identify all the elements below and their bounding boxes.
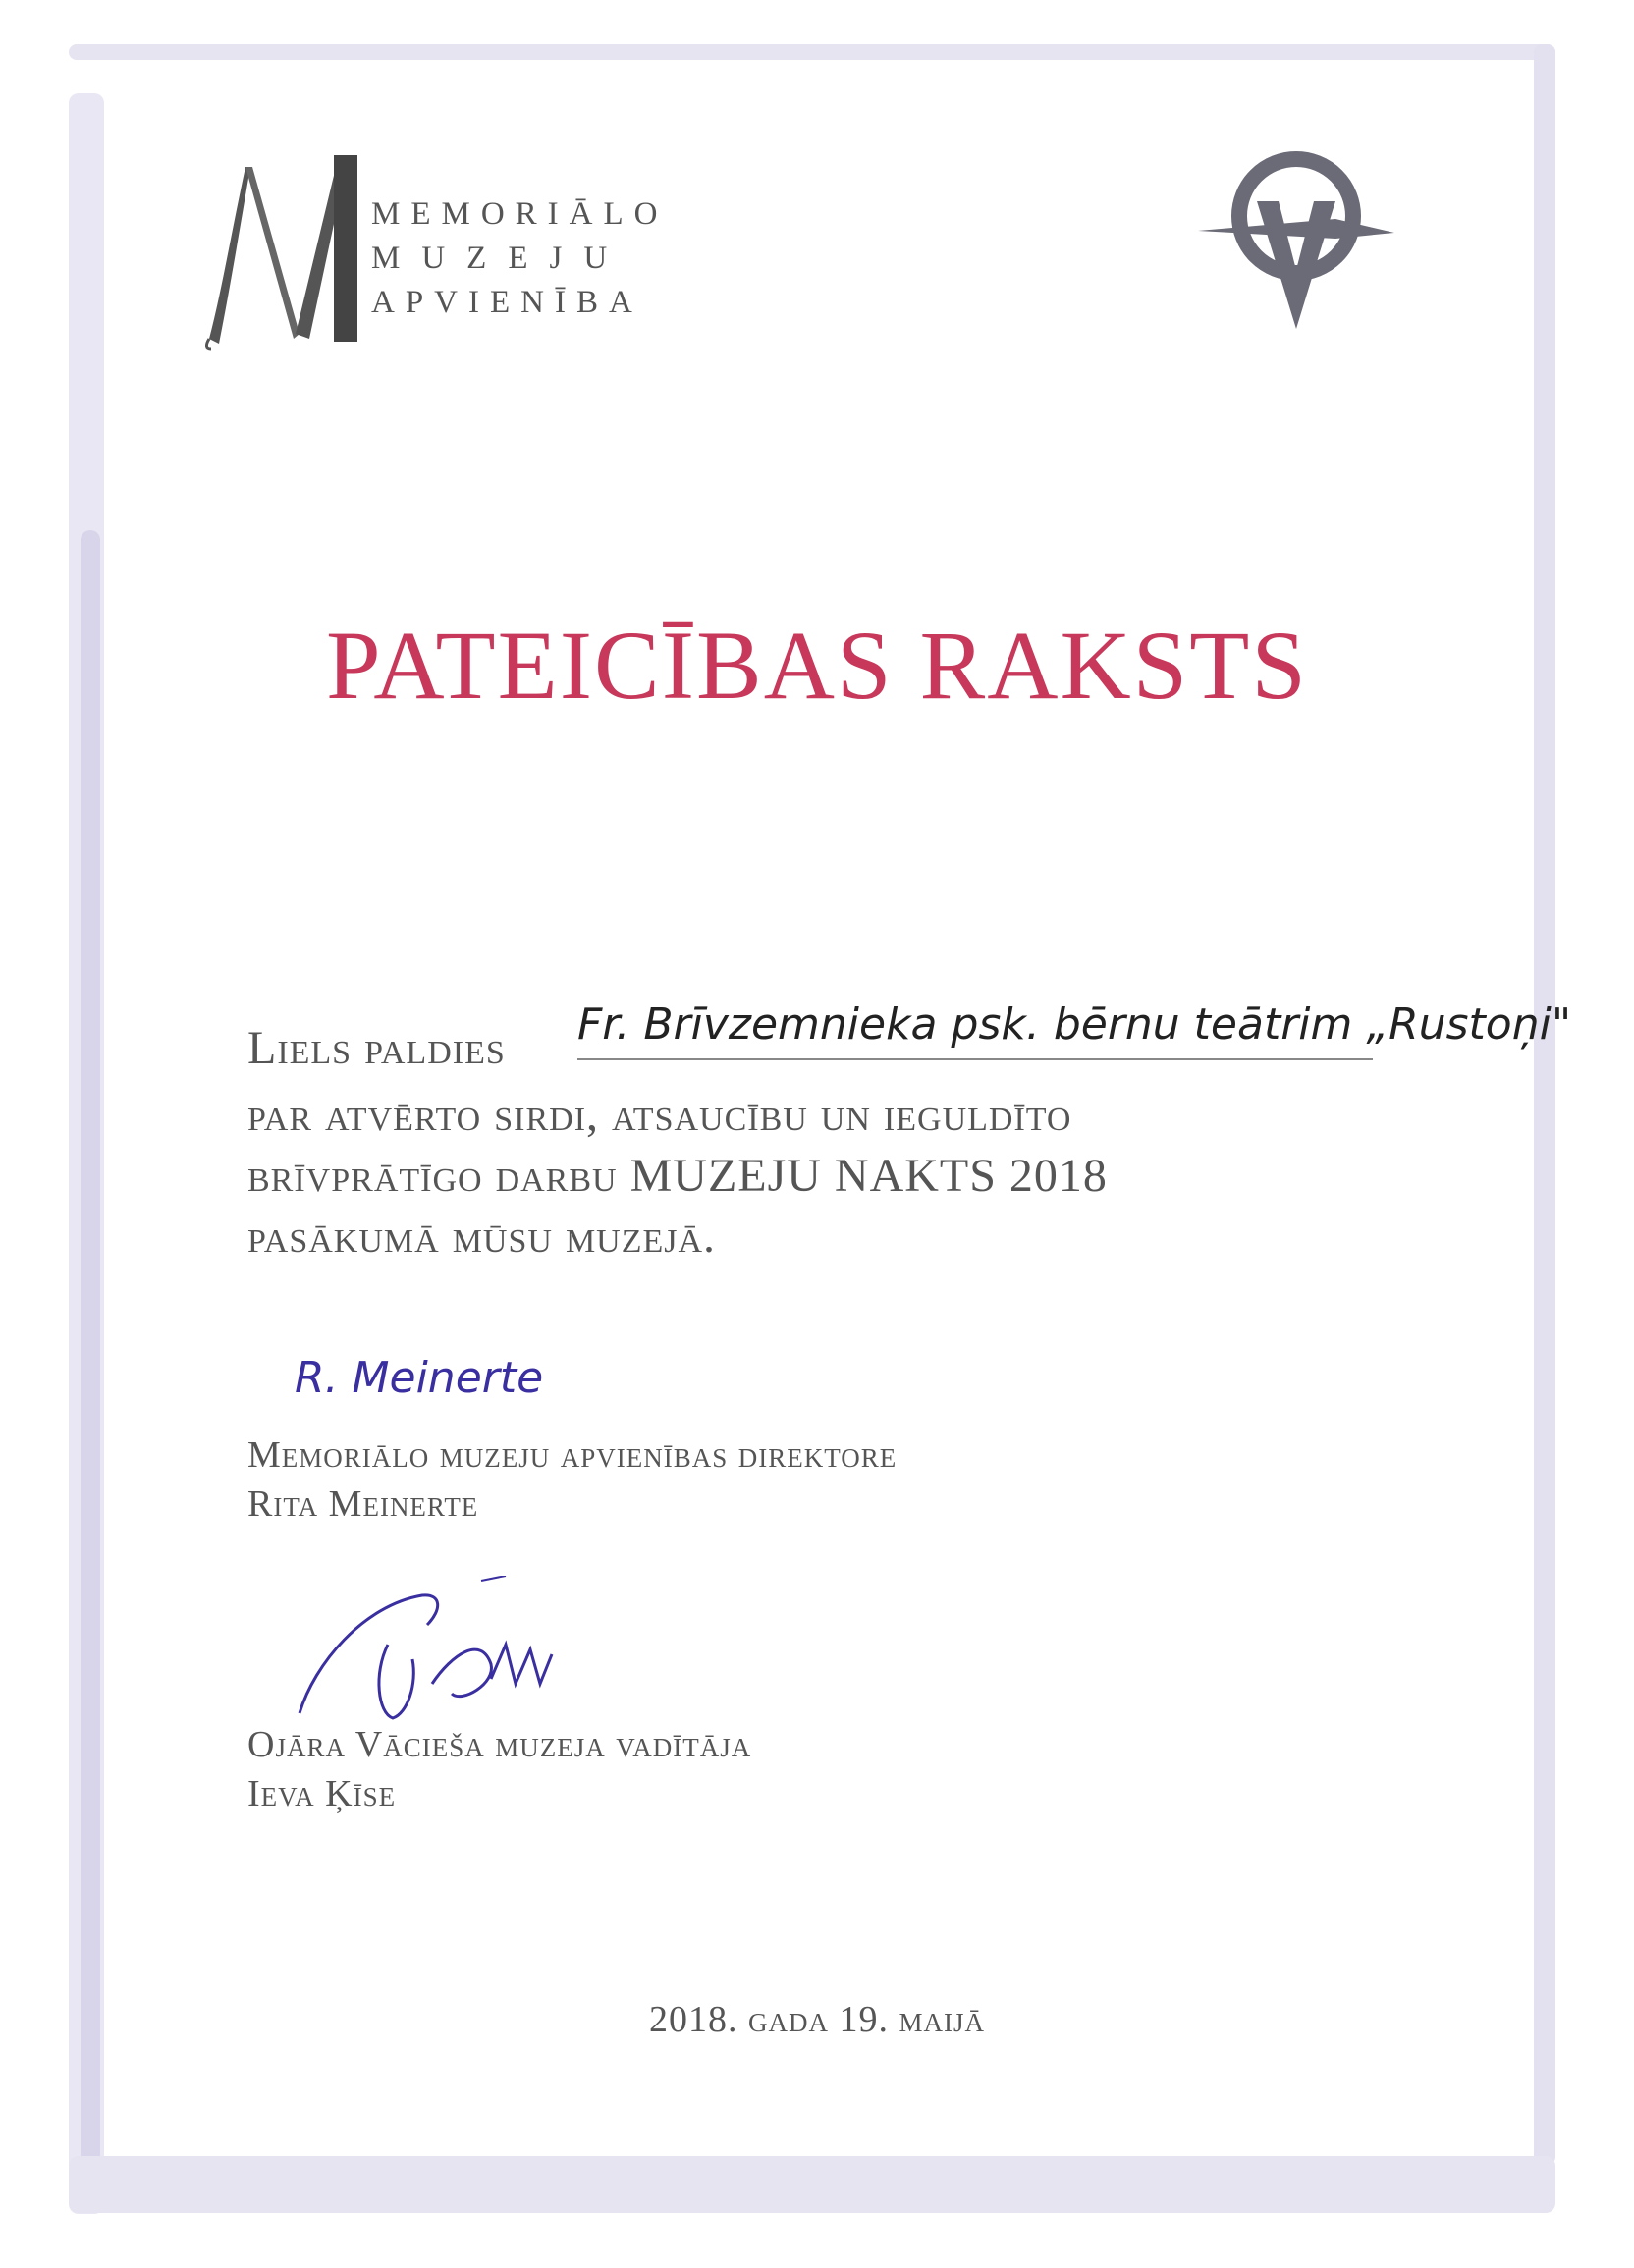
body-line-3 bbox=[247, 1149, 1108, 1203]
frame-bottom bbox=[69, 2156, 1555, 2213]
museum-night-emblem-icon bbox=[1188, 142, 1404, 339]
frame-right bbox=[1534, 44, 1555, 2165]
body-line-3-part1: brīvprātīgo darbu bbox=[247, 1150, 630, 1202]
recipient-underline bbox=[577, 1058, 1373, 1060]
certificate-title: PATEICĪBAS RAKSTS bbox=[325, 611, 1308, 720]
frame-inner-left bbox=[81, 530, 100, 2199]
signer-2-role: Ojāra Vācieša muzeja vadītāja bbox=[247, 1724, 752, 1765]
logo-line-3: APVIENĪBA bbox=[371, 285, 643, 320]
body-line-4: pasākumā mūsu muzejā. bbox=[247, 1211, 717, 1263]
signer-1-role: Memoriālo muzeju apvienības direktore bbox=[247, 1434, 898, 1476]
frame-top bbox=[69, 44, 1555, 60]
memorial-museums-m-logo-icon bbox=[201, 147, 363, 353]
body-line-2: par atvērto sirdi, atsaucību un ieguldīto bbox=[247, 1089, 1072, 1141]
logo-line-1: MEMORIĀLO bbox=[371, 196, 669, 232]
event-name: MUZEJU NAKTS 2018 bbox=[629, 1150, 1108, 1202]
signature-kise bbox=[295, 1576, 648, 1743]
recipient-handwritten: Fr. Brīvzemnieka psk. bērnu teātrim „Rustoņi" bbox=[577, 999, 1572, 1050]
logo-line-2: MUZEJU bbox=[371, 241, 629, 276]
signature-meinerte: R. Meinerte bbox=[295, 1353, 544, 1403]
logo-text bbox=[371, 192, 669, 325]
signer-1-name: Rita Meinerte bbox=[247, 1484, 479, 1525]
issue-date: 2018. gada 19. maijā bbox=[649, 1999, 985, 2040]
signer-2-name: Ieva Ķīse bbox=[247, 1773, 397, 1814]
thanks-prefix: Liels paldies bbox=[247, 1022, 506, 1074]
